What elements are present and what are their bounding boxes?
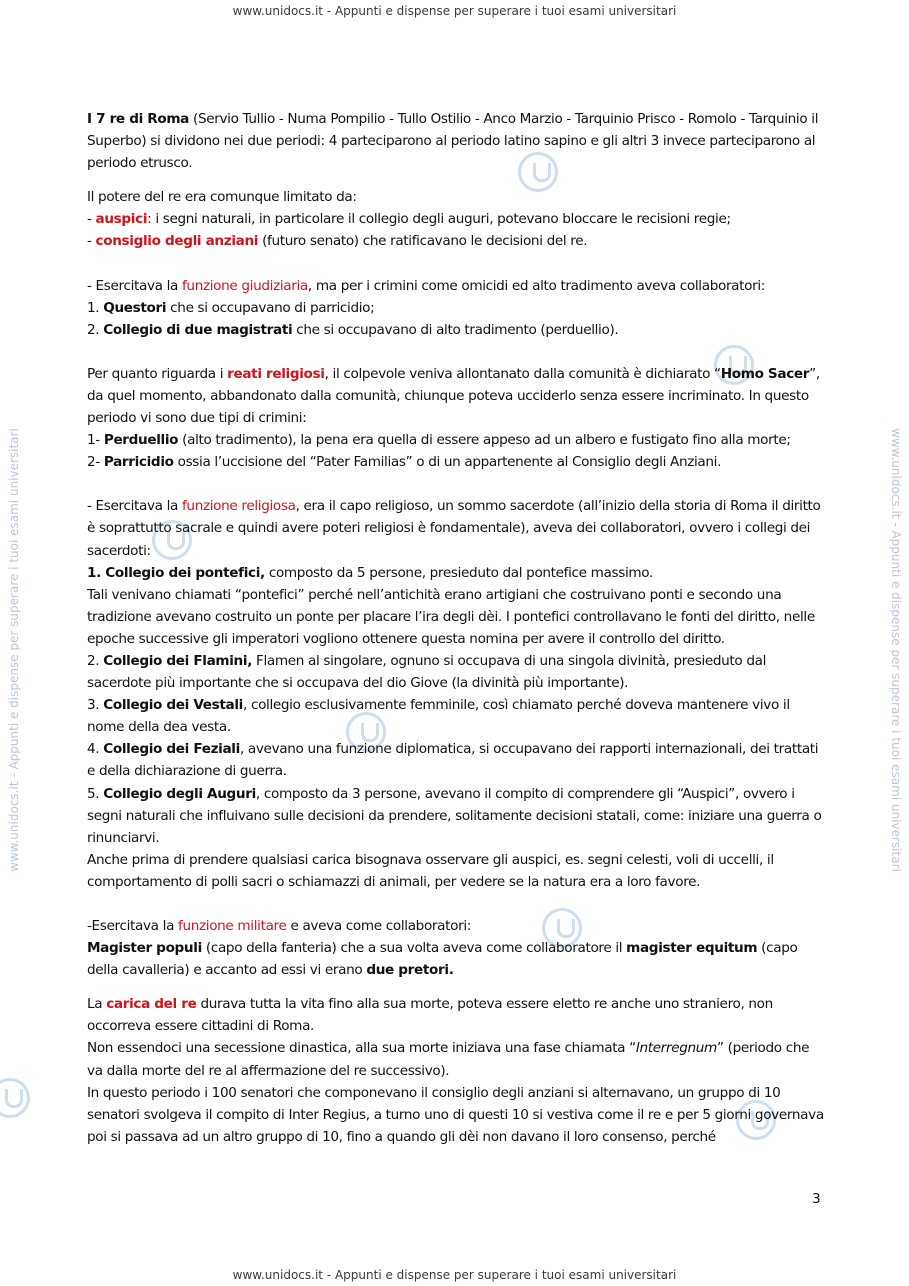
text: Tali venivano chiamati “pontefici” perché nell’antichità erano artigiani che costruivano ponti e secondo una tradizione avevano costruito un ponte per placare l’ira degli dèi. I pontefici controllavano le fonti del diritto, nelle epoche successive gli imperatori vogliono ottenere questa nomina per avere il controllo del diritto.	[87, 586, 815, 647]
term-funzione-militare: funzione militare	[178, 918, 287, 934]
text: 3.	[87, 697, 104, 714]
text: Non essendoci una secessione dinastica, alla sua morte iniziava una fase chiamata “	[87, 1040, 636, 1057]
text: , avevano una funzione diplomatica, si occupavano dei rapporti internazionali, dei trattati e della dichiarazione di guerra.	[87, 741, 819, 780]
paragraph-religious-crimes	[87, 363, 827, 473]
text: , il colpevole veniva allontanato dalla comunità è dichiarato “	[324, 365, 721, 382]
paragraph-judicial	[87, 275, 827, 341]
text: 2-	[87, 454, 104, 471]
text: Il potere del re era comunque limitato da:	[87, 189, 357, 206]
term-questori: Questori	[103, 299, 167, 316]
text: La	[87, 996, 107, 1013]
text: 1-	[87, 432, 104, 449]
term-parricidio: Parricidio	[103, 454, 174, 471]
text: ossia l’uccisione del “Pater Familias” o di un appartenente al Consiglio degli Anziani.	[173, 454, 722, 471]
text: 4.	[87, 741, 104, 758]
term-collegio-vestali: Collegio dei Vestali	[103, 697, 243, 714]
term-interregnum: Interregnum	[635, 1040, 717, 1057]
text: : i segni naturali, in particolare il collegio degli auguri, potevano bloccare le recisioni regie;	[147, 211, 731, 228]
text: - Esercitava la	[87, 277, 182, 294]
term-carica-del-re: carica del re	[106, 996, 197, 1013]
term-due-pretori: due pretori.	[366, 962, 454, 979]
document-body	[87, 108, 827, 1148]
paragraph-limits	[87, 186, 827, 252]
watermark-right: www.unidocs.it - Appunti e dispense per superare i tuoi esami universitari	[889, 428, 903, 872]
text: , composto da 3 persone, avevano il compito di comprendere gli “Auspici”, ovvero i segni naturali che influivano sulle decisioni da prendere, solitamente decisioni statali, come: iniziare una guerra o rinunciarvi.	[87, 785, 822, 846]
term-homo-sacer: Homo Sacer	[720, 365, 810, 382]
paragraph-military-function	[87, 915, 827, 981]
text: Anche prima di prendere qualsiasi carica bisognava osservare gli auspici, es. segni celesti, voli di uccelli, il comportamento di polli sacri o schiamazzi di animali, per vedere se la natura era a loro favore.	[87, 851, 774, 890]
term-auspici: auspici	[95, 211, 148, 228]
text: In questo periodo i 100 senatori che componevano il consiglio degli anziani si alternavano, un gruppo di 10 senatori svolgeva il compito di Inter Regius, a turno uno di questi 10 si vestiva come il re e per 5 giorni governava poi si passava ad un altro gruppo di 10, fino a quando gli dèi non davano il loro consenso, perché	[87, 1084, 824, 1145]
text: ” (periodo che va dalla morte del re al affermazione del re successivo).	[87, 1040, 810, 1079]
term-perduellio: Perduellio	[103, 432, 179, 449]
text: e aveva come collaboratori:	[286, 918, 471, 934]
paragraph-seven-kings	[87, 108, 827, 174]
text: , era il capo religioso, un sommo sacerdote (all’inizio della storia di Roma il diritto è soprattutto sacrale e quindi avere poteri religiosi è fondamentale), aveva dei collaboratori, ovvero i collegi dei sacerdoti:	[87, 498, 821, 559]
term-magister-equitum: magister equitum	[626, 940, 758, 957]
text: che si occupavano di parricidio;	[166, 299, 375, 316]
text: (futuro senato) che ratificavano le decisioni del re.	[258, 233, 588, 250]
text: - Esercitava la	[87, 498, 182, 515]
text: 5.	[87, 785, 104, 802]
term-collegio-feziali: Collegio dei Feziali	[103, 741, 240, 758]
term-collegio-pontefici: 1. Collegio dei pontefici,	[87, 564, 265, 581]
text: (alto tradimento), la pena era quella di essere appeso ad un albero e fustigato fino alla morte;	[178, 432, 791, 449]
term-consiglio-anziani: consiglio degli anziani	[95, 233, 259, 250]
text: 2.	[87, 652, 104, 669]
text: (Servio Tullio - Numa Pompilio - Tullo Ostilio - Anco Marzio - Tarquinio Prisco - Romolo - Tarquinio il Superbo) si dividono nei due periodi: 4 parteciparono al periodo latino sapino e gli altri 3 invece parteciparono al periodo etrusco.	[87, 111, 819, 172]
term-reati-religiosi: reati religiosi	[227, 365, 325, 382]
text: 1.	[87, 299, 104, 316]
watermark-bottom: www.unidocs.it - Appunti e dispense per superare i tuoi esami universitari	[232, 1268, 677, 1282]
text: -Esercitava la	[87, 918, 179, 934]
page-number: 3	[812, 1191, 821, 1207]
text: ”, da quel momento, abbandonato dalla comunità, chiunque poteva ucciderlo senza essere incriminato. In questo periodo vi sono due tipi di crimini:	[87, 365, 820, 427]
unidocs-logo-icon	[0, 1078, 30, 1118]
term-collegio-magistrati: Collegio di due magistrati	[103, 321, 293, 338]
text: (capo della fanteria) che a sua volta aveva come collaboratore il	[201, 940, 627, 957]
text: composto da 5 persone, presieduto dal pontefice massimo.	[264, 564, 653, 581]
text: che si occupavano di alto tradimento (perduellio).	[292, 321, 619, 338]
text: 2.	[87, 321, 104, 338]
term-collegio-flamini: Collegio dei Flamini,	[103, 652, 253, 669]
watermark-left: www.unidocs.it - Appunti e dispense per superare i tuoi esami universitari	[7, 428, 21, 872]
term-collegio-auguri: Collegio degli Auguri	[103, 785, 256, 802]
watermark-top: www.unidocs.it - Appunti e dispense per superare i tuoi esami universitari	[232, 4, 677, 18]
text: (capo della cavalleria) e accanto ad essi vi erano	[87, 940, 798, 979]
text: durava tutta la vita fino alla sua morte, poteva essere eletto re anche uno straniero, non occorreva essere cittadini di Roma.	[87, 996, 773, 1035]
text: , ma per i crimini come omicidi ed alto tradimento aveva collaboratori:	[307, 277, 766, 294]
text: -	[87, 211, 96, 228]
paragraph-king-office	[87, 993, 827, 1148]
text: , collegio esclusivamente femminile, così chiamato perché doveva mantenere vivo il nome della dea vesta.	[87, 697, 790, 736]
paragraph-religious-function	[87, 495, 827, 893]
text: Per quanto riguarda i	[87, 365, 228, 382]
term-seven-kings: I 7 re di Roma	[87, 111, 190, 127]
text: -	[87, 233, 96, 250]
term-funzione-religiosa: funzione religiosa	[182, 498, 296, 515]
term-magister-populi: Magister populi	[87, 940, 202, 957]
term-funzione-giudiziaria: funzione giudiziaria	[182, 277, 308, 294]
text: Flamen al singolare, ognuno si occupava di una singola divinità, presieduto dal sacerdote più importante che si occupava del dio Giove (la divinità più importante).	[87, 652, 767, 692]
